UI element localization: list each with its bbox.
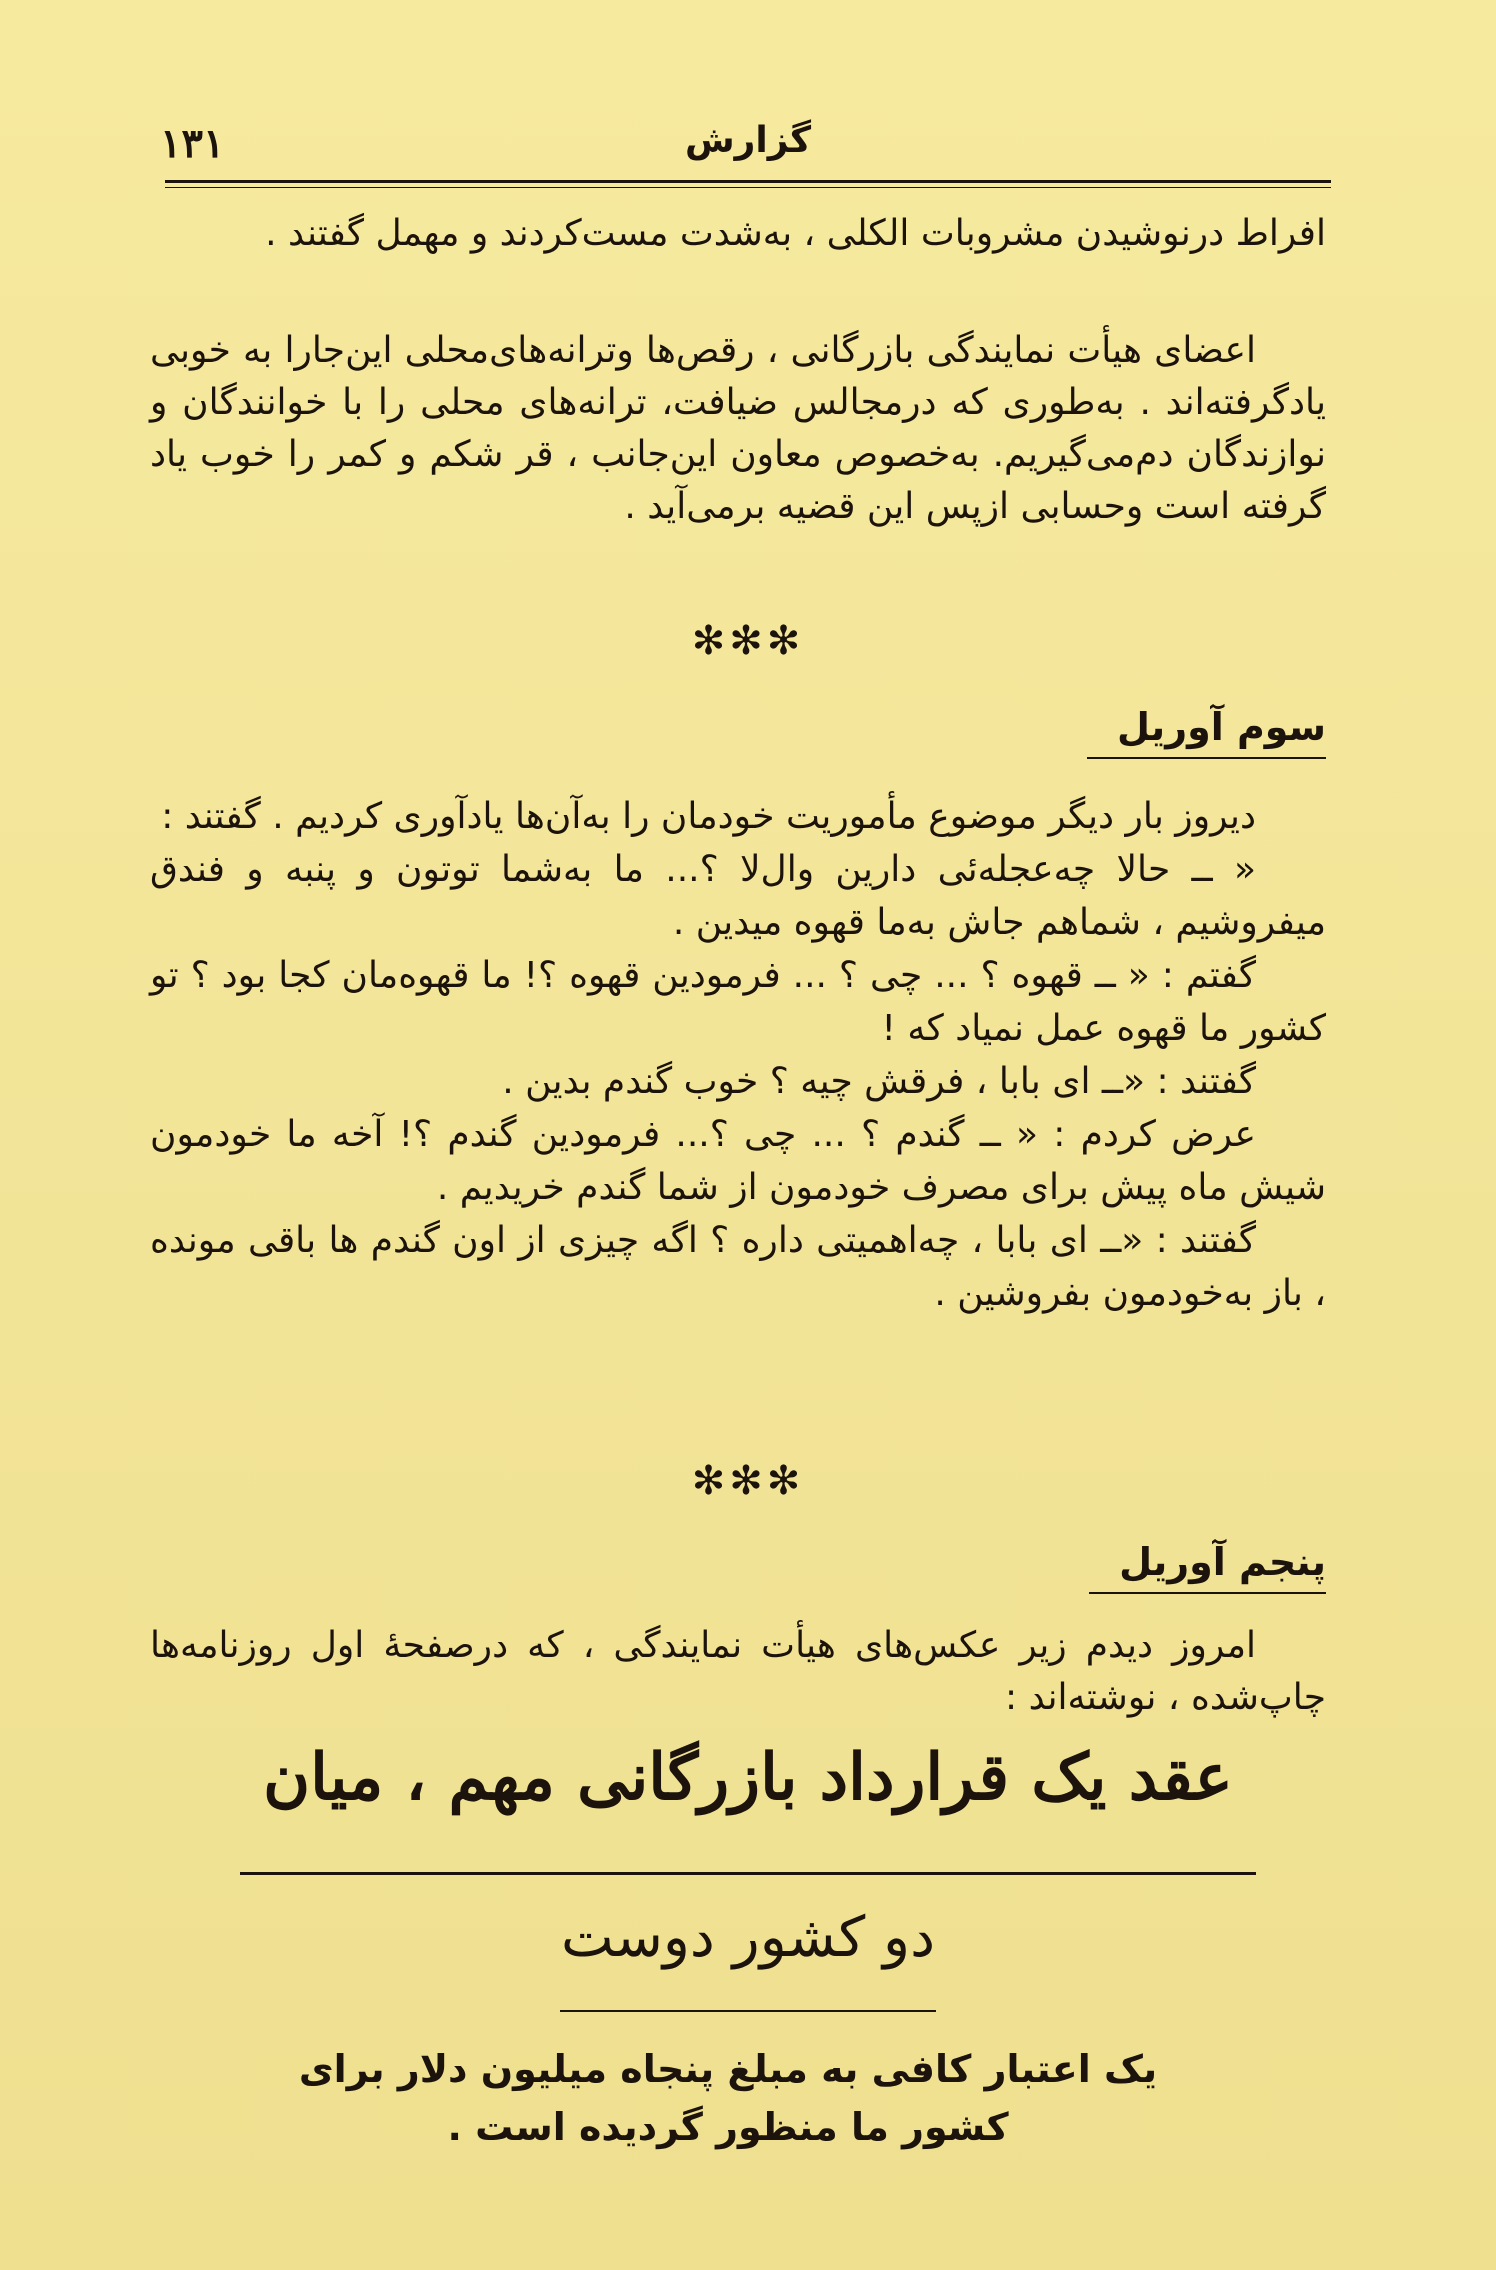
- newspaper-body: یک اعتبار کافی به مبلغ پنجاه میلیون دلار برای کشور ما منظور گردیده است .: [298, 2047, 1158, 2149]
- dialogue-line: گفتند : «ــ ای بابا ، فرقش چیه ؟ خوب گندم بدین .: [502, 1061, 1256, 1102]
- running-title: گزارش: [684, 120, 812, 161]
- dialogue-block: [150, 790, 1326, 1320]
- fifth-april-paragraph: امروز دیدم زیر عکس‌های هیأت نمایندگی ، که درصفحهٔ اول روزنامه‌ها چاپ‌شده ، نوشته‌اند :: [150, 1625, 1326, 1718]
- dialogue-line: گفتم : « ــ قهوه ؟ ... چی ؟ ... فرمودین قهوه ؟! ما قهوه‌مان کجا بود ؟ تو کشور ما قهوه عمل نمیاد که !: [150, 955, 1326, 1049]
- asterism-separator: ✻✻✻: [691, 618, 805, 664]
- asterism-separator: ✻✻✻: [691, 1458, 805, 1504]
- dialogue-line: « ــ حالا چه‌عجله‌ئی دارین وال‌لا ؟... ما به‌شما توتون و پنبه و فندق میفروشیم ، شماهم جاش به‌ما قهوه میدین .: [150, 849, 1326, 943]
- dialogue-line: دیروز بار دیگر موضوع مأموریت خودمان را به‌آن‌ها یادآوری کردیم . گفتند :: [161, 796, 1256, 837]
- page-header: [160, 120, 1336, 180]
- dialogue-line: عرض کردم : « ــ گندم ؟ ... چی ؟... فرمودین گندم ؟! آخه ما خودمون شیش ماه پیش برای مصرف خودمون از شما گندم خریدیم .: [150, 1114, 1326, 1208]
- delegation-paragraph: اعضای هیأت نمایندگی بازرگانی ، رقص‌ها وترانه‌های‌محلی این‌جارا به خوبی یادگرفته‌اند . به‌طوری که درمجالس ضیافت، ترانه‌های محلی را با خوانندگان و نوازندگان دم‌می‌گیریم. به‌خصوص معاون این‌جانب ، قر شکم و کمر را خوب یاد گرفته است وحسابی ازپس این قضیه برمی‌آید .: [150, 330, 1326, 527]
- section-heading-fifth-april: پنجم آوریل: [1089, 1540, 1326, 1594]
- section-heading-third-april: سوم آوریل: [1087, 705, 1326, 759]
- page-number: ۱۳۱: [160, 120, 225, 167]
- header-rule: [165, 180, 1331, 188]
- intro-paragraph: افراط درنوشیدن مشروبات الکلی ، به‌شدت مست‌کردند و مهمل گفتند .: [265, 213, 1326, 254]
- newspaper-headline: عقد یک قرارداد بازرگانی مهم ، میان: [263, 1740, 1233, 1815]
- subheadline-rule: [560, 2010, 936, 2012]
- dialogue-line: گفتند : «ــ ای بابا ، چه‌اهمیتی داره ؟ اگه چیزی از اون گندم ها باقی مونده ، باز به‌خودمون بفروشین .: [150, 1220, 1326, 1314]
- newspaper-subheadline: دو کشور دوست: [560, 1905, 936, 1970]
- headline-rule: [240, 1872, 1256, 1875]
